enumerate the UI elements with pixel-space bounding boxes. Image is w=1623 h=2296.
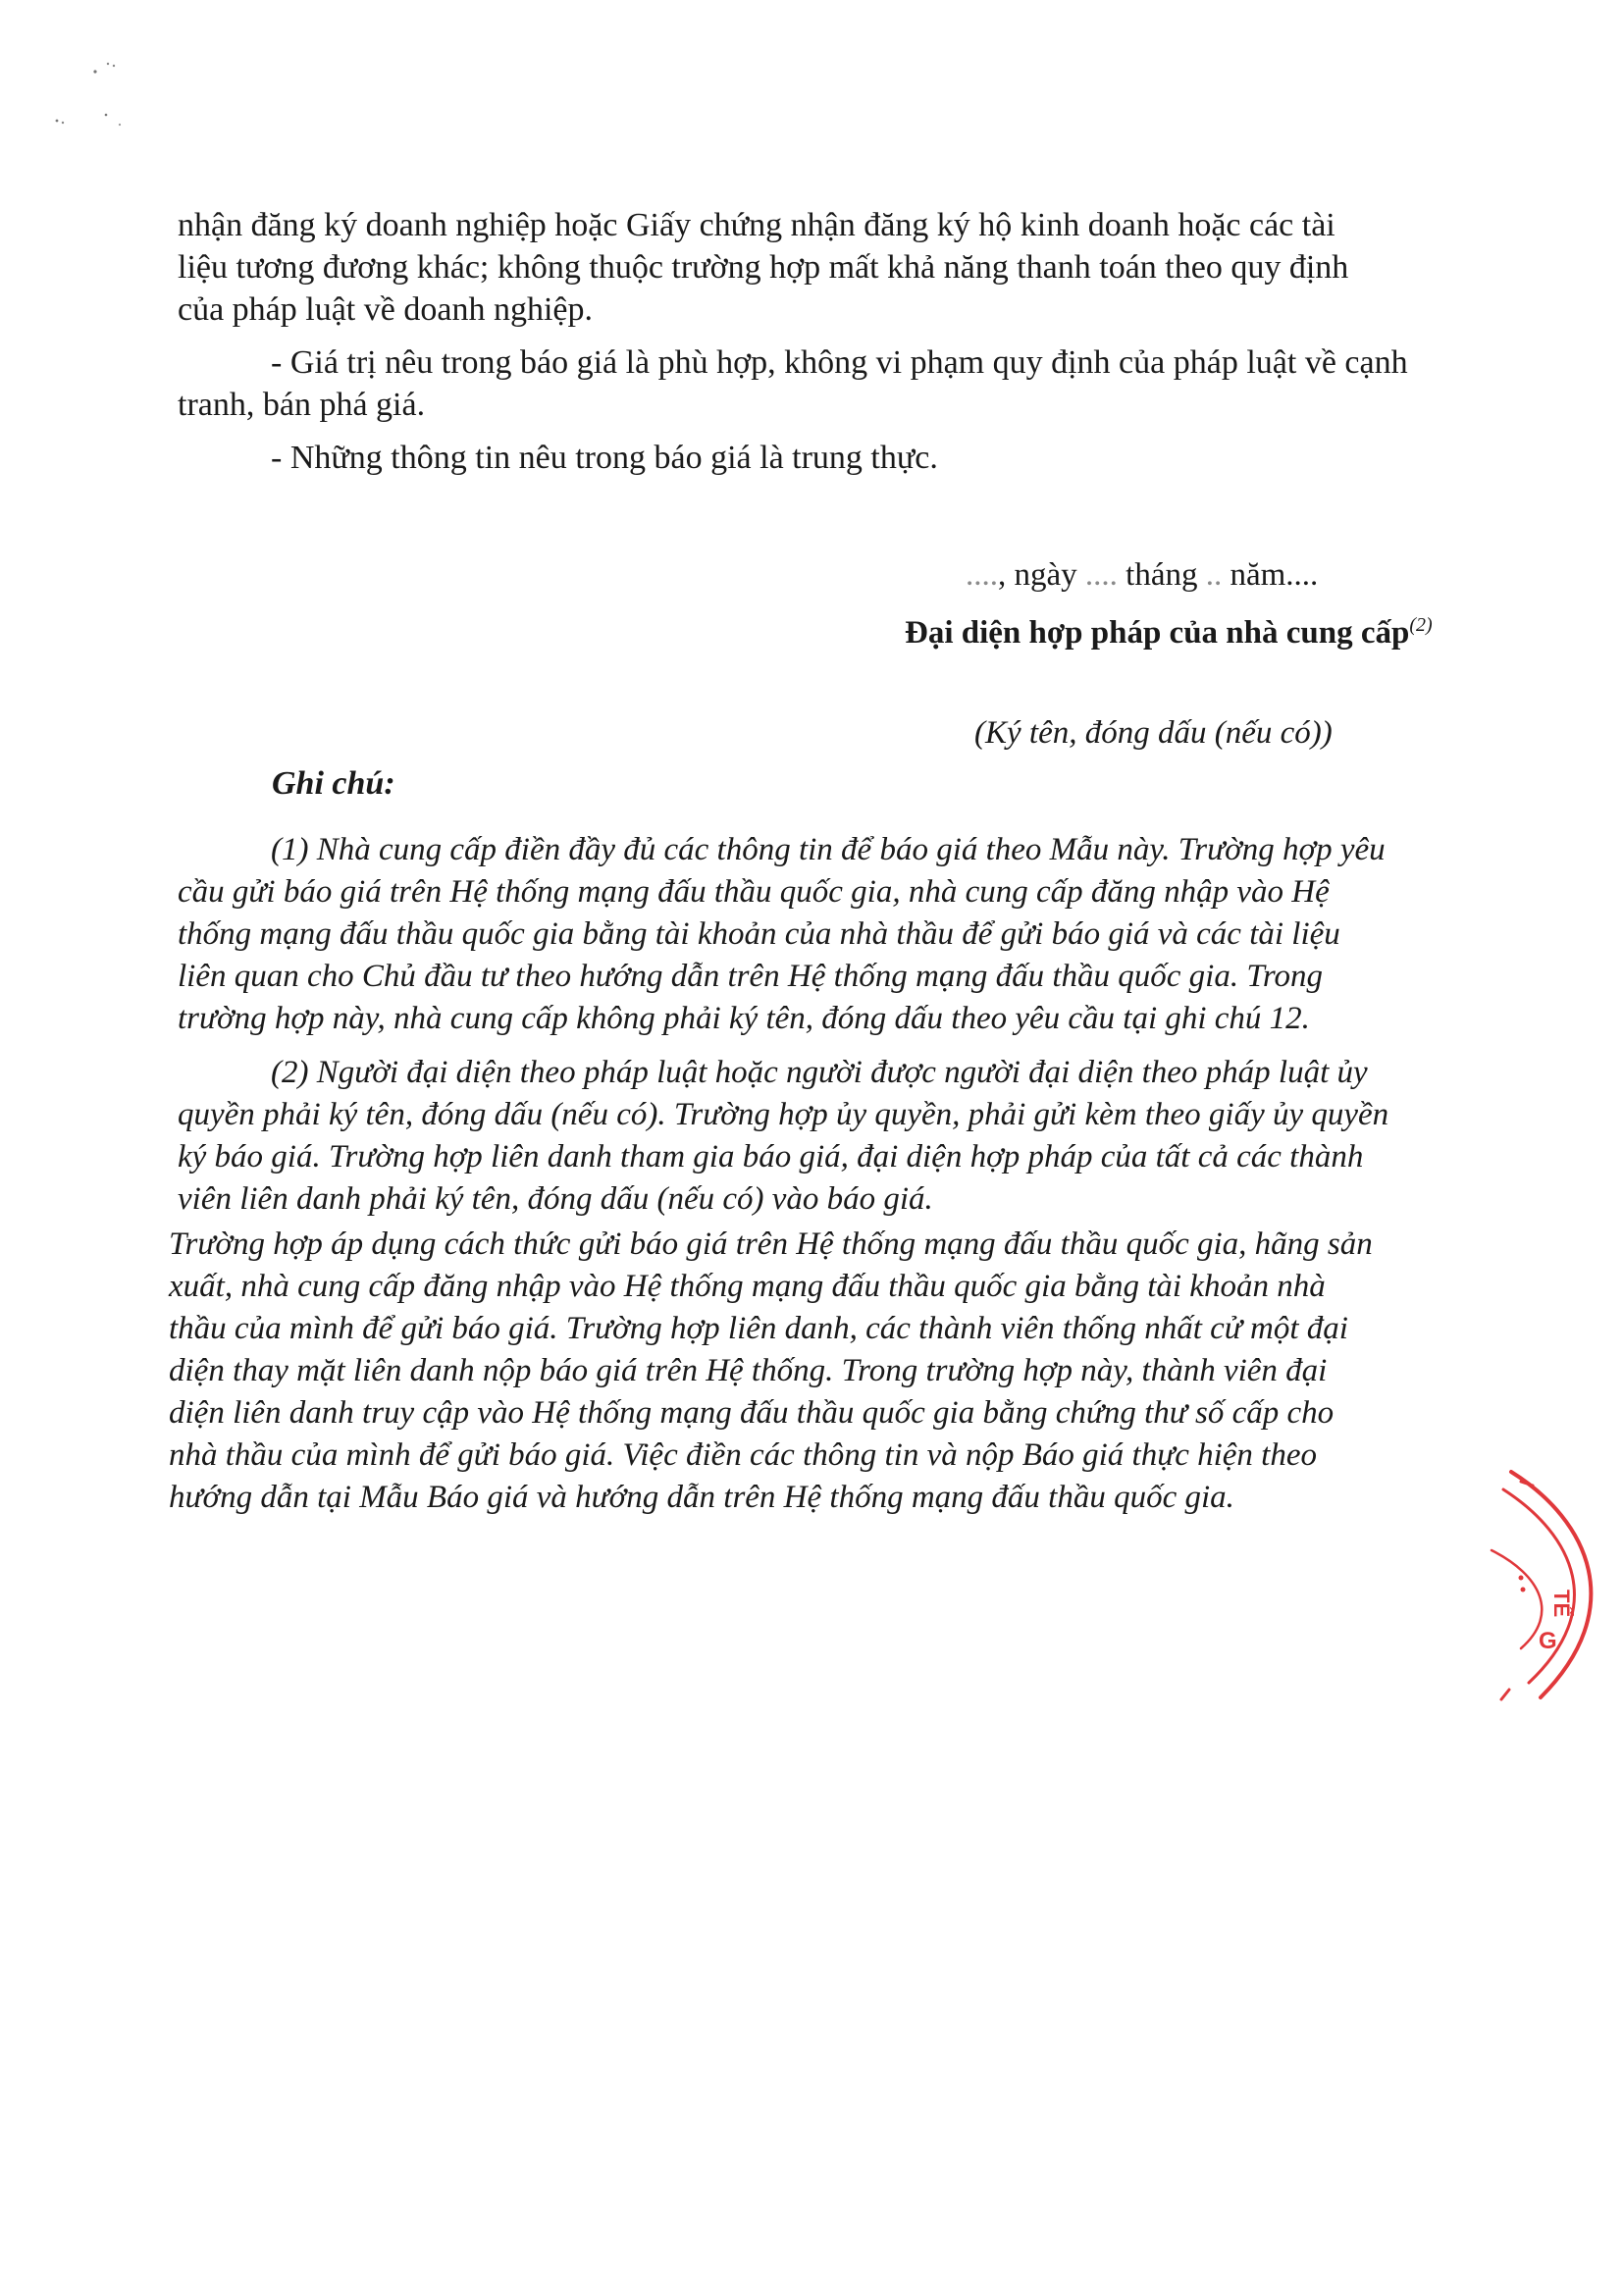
- text-line: (1) Nhà cung cấp điền đầy đủ các thông tin để báo giá theo Mẫu này. Trường hợp yêu: [271, 832, 1386, 867]
- date-placeholder-dots: ..: [1205, 557, 1223, 593]
- body-paragraph-1: [178, 204, 1473, 331]
- text-line: thống mạng đấu thầu quốc gia bằng tài khoản của nhà thầu để gửi báo giá và các tài liệu: [178, 916, 1340, 952]
- stamp-text-bottom: G: [1539, 1628, 1557, 1654]
- text-line: Trường hợp áp dụng cách thức gửi báo giá trên Hệ thống mạng đấu thầu quốc gia, hãng sản: [169, 1226, 1373, 1262]
- signature-title-text: Đại diện hợp pháp của nhà cung cấp: [905, 615, 1410, 651]
- text-line: quyền phải ký tên, đóng dấu (nếu có). Trường hợp ủy quyền, phải gửi kèm theo giấy ủy quyền: [178, 1097, 1389, 1132]
- text-line: (2) Người đại diện theo pháp luật hoặc người được người đại diện theo pháp luật ủy: [271, 1055, 1368, 1090]
- body-paragraph-3: [178, 437, 1473, 479]
- date-month-label: tháng: [1126, 557, 1198, 593]
- text-line: diện liên danh truy cập vào Hệ thống mạng đấu thầu quốc gia bằng chứng thư số cấp cho: [169, 1395, 1335, 1431]
- signature-instruction: (Ký tên, đóng dấu (nếu có)): [974, 715, 1333, 751]
- notes-heading: Ghi chú:: [272, 765, 395, 802]
- date-year-label: năm....: [1230, 557, 1319, 593]
- text-line: diện thay mặt liên danh nộp báo giá trên Hệ thống. Trong trường hợp này, thành viên đại: [169, 1353, 1328, 1388]
- note-2: [178, 1052, 1473, 1221]
- text-line: nhà thầu của mình để gửi báo giá. Việc điền các thông tin và nộp Báo giá thực hiện theo: [169, 1437, 1318, 1473]
- company-seal-stamp: [1482, 1442, 1623, 1727]
- text-line: - Những thông tin nêu trong báo giá là trung thực.: [271, 440, 938, 476]
- text-line: cầu gửi báo giá trên Hệ thống mạng đấu thầu quốc gia, nhà cung cấp đăng nhập vào Hệ: [178, 874, 1330, 910]
- text-line: viên liên danh phải ký tên, đóng dấu (nếu có) vào báo giá.: [178, 1181, 933, 1217]
- date-placeholder-dots: ....: [966, 557, 998, 593]
- text-line: tranh, bán phá giá.: [178, 387, 426, 423]
- text-line: liệu tương đương khác; không thuộc trường hợp mất khả năng thanh toán theo quy định: [178, 249, 1349, 286]
- text-line: của pháp luật về doanh nghiệp.: [178, 291, 593, 328]
- note-1: [178, 829, 1473, 1040]
- text-line: xuất, nhà cung cấp đăng nhập vào Hệ thống mạng đấu thầu quốc gia bằng tài khoản nhà: [169, 1269, 1326, 1304]
- body-paragraph-2: [178, 341, 1473, 426]
- text-line: ký báo giá. Trường hợp liên danh tham gia báo giá, đại diện hợp pháp của tất cả các thành: [178, 1139, 1364, 1174]
- note-3: [169, 1224, 1474, 1519]
- text-line: liên quan cho Chủ đầu tư theo hướng dẫn trên Hệ thống mạng đấu thầu quốc gia. Trong: [178, 959, 1324, 994]
- date-placeholder-dots: ....: [1084, 557, 1118, 593]
- text-line: nhận đăng ký doanh nghiệp hoặc Giấy chứng nhận đăng ký hộ kinh doanh hoặc các tài: [178, 207, 1335, 243]
- date-day-label: , ngày: [998, 557, 1077, 593]
- text-line: - Giá trị nêu trong báo giá là phù hợp, không vi phạm quy định của pháp luật về cạnh: [271, 344, 1408, 381]
- signature-date-line: [966, 557, 1318, 594]
- stamp-text-top: TẾ: [1549, 1590, 1574, 1618]
- signature-title: [905, 614, 1433, 652]
- text-line: thầu của mình để gửi báo giá. Trường hợp liên danh, các thành viên thống nhất cử một đại: [169, 1311, 1348, 1346]
- text-line: trường hợp này, nhà cung cấp không phải ký tên, đóng dấu theo yêu cầu tại ghi chú 12.: [178, 1001, 1310, 1036]
- signature-title-ref: (2): [1409, 614, 1433, 636]
- scan-speck-marks: [39, 54, 147, 142]
- text-line: hướng dẫn tại Mẫu Báo giá và hướng dẫn trên Hệ thống mạng đấu thầu quốc gia.: [169, 1480, 1234, 1515]
